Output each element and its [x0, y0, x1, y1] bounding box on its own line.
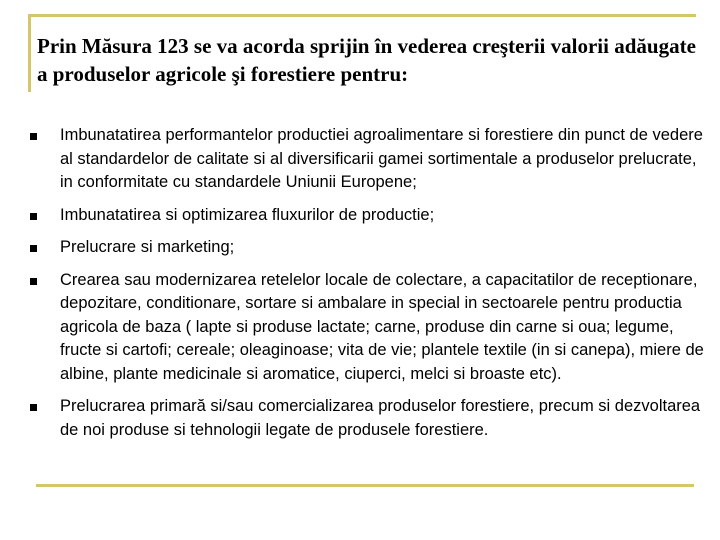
- bullet-text: Crearea sau modernizarea retelelor locale de colectare, a capacitatilor de receptionare, depozitare, conditionare, sortare si ambalare in special in sectoarele pentru productia agricola de baza ( lapte si produse lactate; carne, produse din carne si oua; legume, fructe si cartofi; cereale; oleaginoase; vita de vie; plantele textile (in si canepa), miere de albine, plante medicinale si aromatice, ciuperci, melci si broaste etc).: [60, 270, 704, 383]
- bottom-accent-line: [36, 484, 694, 487]
- bullet-text: Imbunatatirea si optimizarea fluxurilor de productie;: [60, 205, 435, 224]
- bullet-text: Prelucrarea primară si/sau comercializarea produselor forestiere, precum si dezvoltarea de noi produse si tehnologii legate de produsele forestiere.: [60, 397, 701, 439]
- slide-title: Prin Măsura 123 se va acorda sprijin în vederea creşterii valorii adăugate a produselor agricole şi forestiere pentru:: [37, 34, 696, 86]
- top-accent-line: [28, 14, 696, 17]
- square-bullet-icon: [30, 404, 37, 411]
- bullet-item: [30, 236, 710, 260]
- square-bullet-icon: [30, 213, 37, 220]
- bullet-item: [30, 395, 710, 442]
- bullet-text: Prelucrare si marketing;: [60, 238, 235, 256]
- left-accent-line: [28, 14, 31, 92]
- bullet-item: [30, 269, 710, 387]
- bullet-item: [30, 204, 710, 228]
- square-bullet-icon: [30, 133, 37, 140]
- bullet-item: [30, 124, 710, 195]
- bullet-text: Imbunatatirea performantelor productiei agroalimentare si forestiere din punct de vedere al standardelor de calitate si al diversificarii gamei sortimentale a produselor prelucrate, in conformitate cu standardele Uniunii Europene;: [60, 126, 703, 191]
- bullet-list: [30, 124, 710, 451]
- square-bullet-icon: [30, 278, 37, 285]
- square-bullet-icon: [30, 245, 37, 252]
